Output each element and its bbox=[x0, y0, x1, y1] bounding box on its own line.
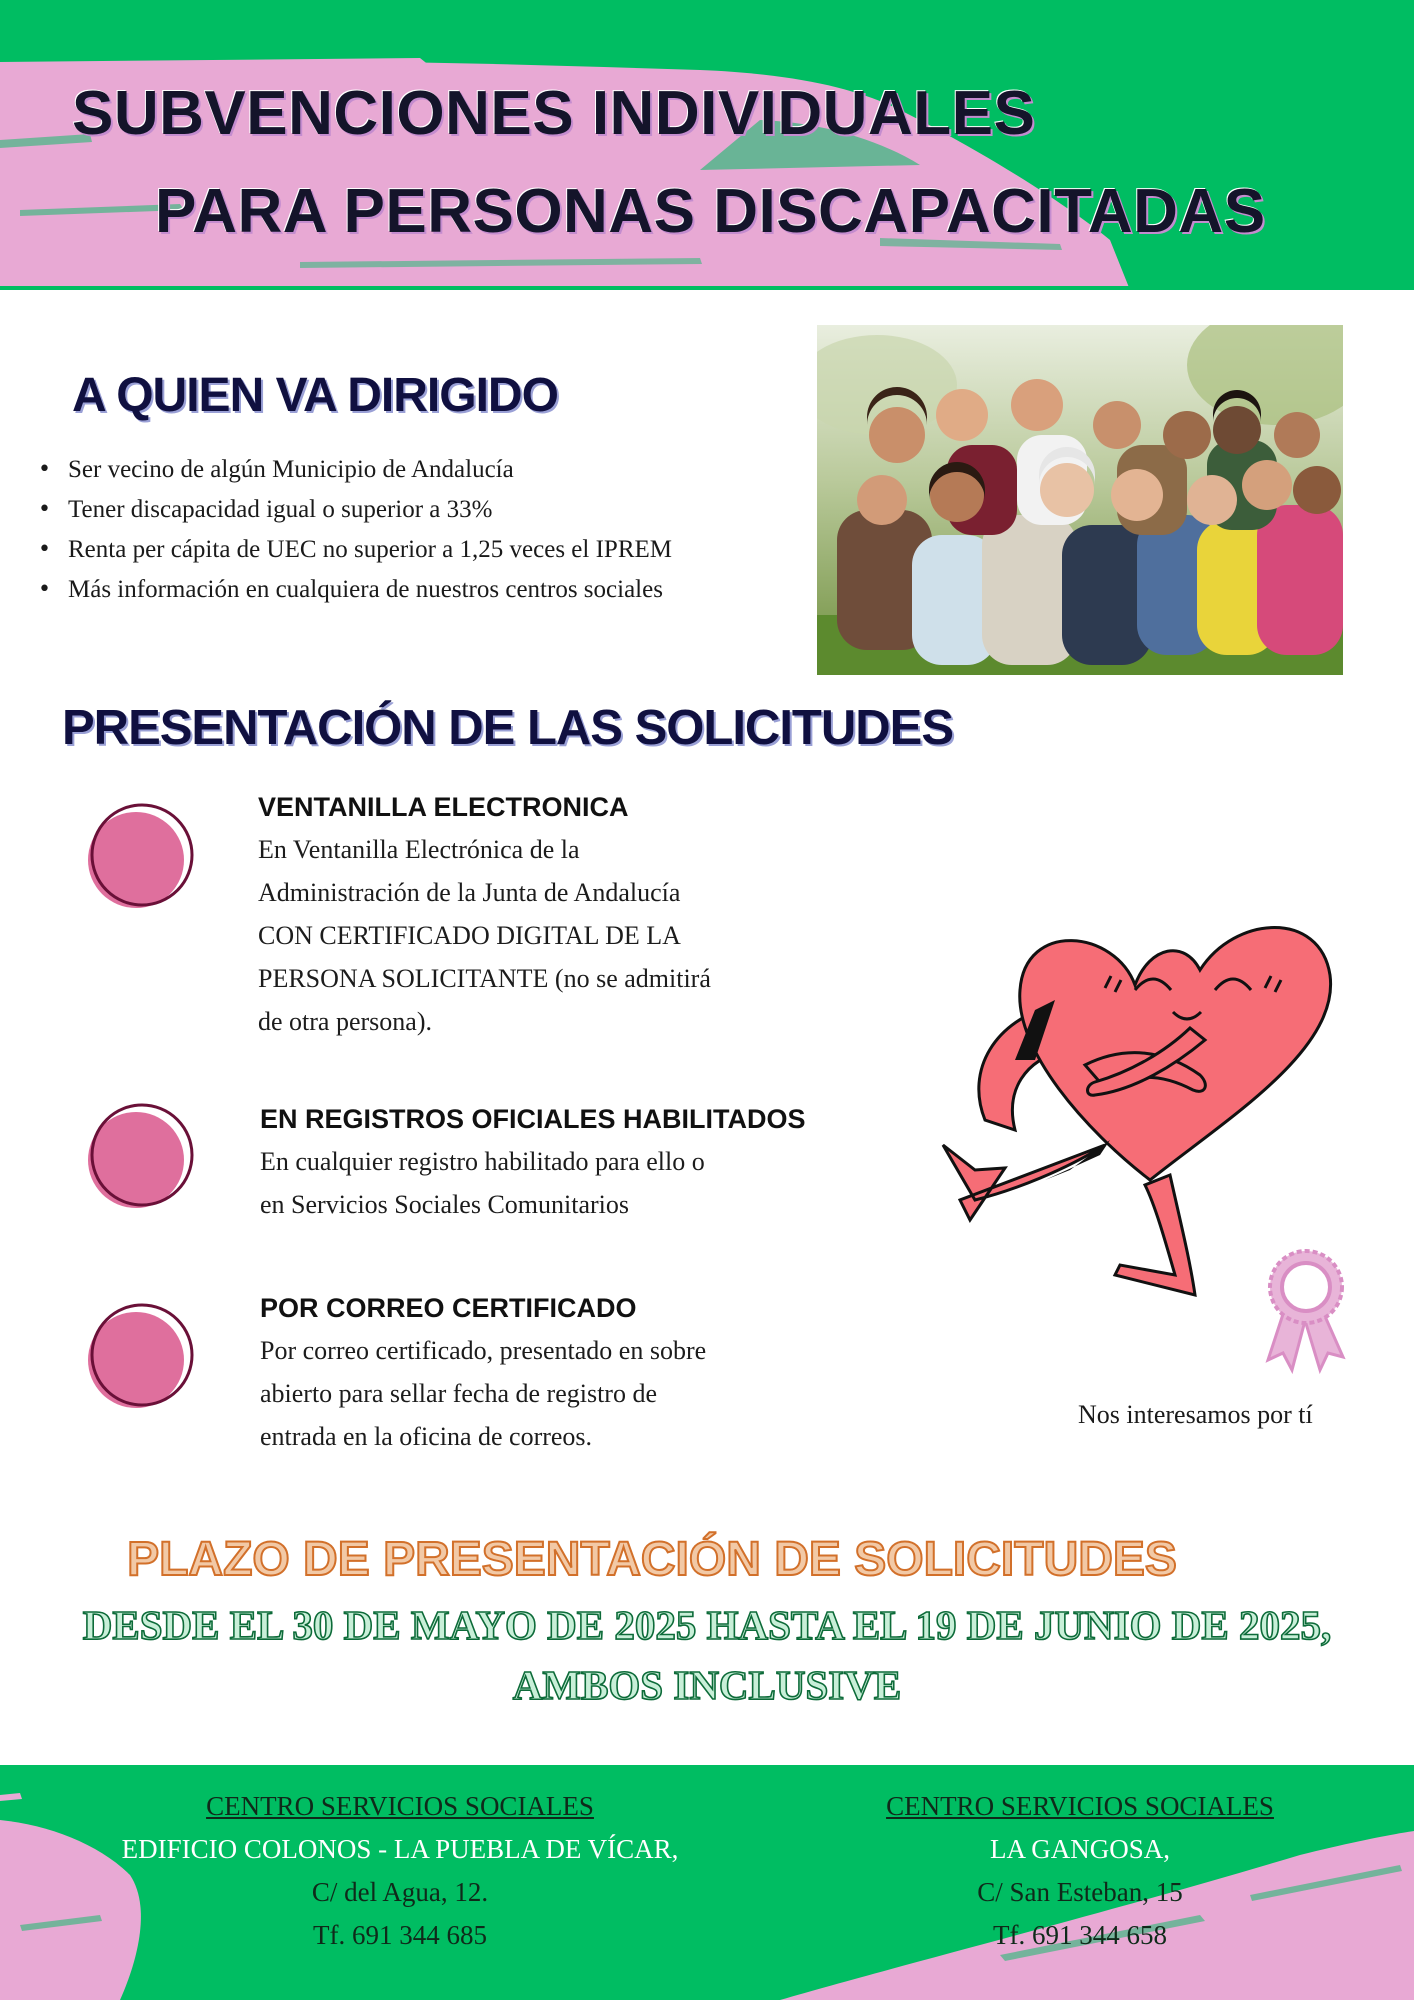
office-phone: Tf. 691 344 658 bbox=[993, 1920, 1167, 1950]
office-name: CENTRO SERVICIOS SOCIALES bbox=[206, 1791, 594, 1821]
method-text-line: CON CERTIFICADO DIGITAL DE LA bbox=[258, 921, 681, 950]
list-item: • Más información en cualquiera de nuestros centros sociales bbox=[38, 570, 798, 610]
deadline-title: PLAZO DE PRESENTACIÓN DE SOLICITUDES bbox=[127, 1533, 1177, 1586]
method-text-line: de otra persona). bbox=[258, 1007, 432, 1036]
method-text-line: En Ventanilla Electrónica de la bbox=[258, 835, 580, 864]
list-item: • Ser vecino de algún Municipio de Andalucía bbox=[38, 450, 798, 490]
eligibility-heading: A QUIEN VA DIRIGIDO bbox=[72, 369, 558, 422]
method-title-registros: EN REGISTROS OFICIALES HABILITADOS bbox=[260, 1104, 806, 1134]
method-text-line: En cualquier registro habilitado para ello o bbox=[260, 1147, 705, 1176]
award-ribbon-icon bbox=[1258, 1245, 1354, 1377]
method-text-line: Por correo certificado, presentado en sobre bbox=[260, 1336, 707, 1365]
title-line-1: SUBVENCIONES INDIVIDUALES bbox=[72, 79, 1036, 148]
bullet-circle-icon bbox=[84, 803, 196, 911]
office-building: LA GANGOSA, bbox=[989, 1834, 1170, 1864]
method-text-ventanilla bbox=[258, 828, 711, 1043]
method-text-correo bbox=[260, 1329, 706, 1458]
method-text-line: entrada en la oficina de correos. bbox=[260, 1422, 593, 1451]
list-item: • Renta per cápita de UEC no superior a 1,25 veces el IPREM bbox=[38, 530, 798, 570]
office-building: EDIFICIO COLONOS - LA PUEBLA DE VÍCAR, bbox=[121, 1834, 679, 1864]
method-title-ventanilla: VENTANILLA ELECTRONICA bbox=[258, 792, 629, 822]
method-text-registros bbox=[260, 1140, 705, 1226]
header-banner bbox=[0, 0, 1414, 290]
deadline-line-1: DESDE EL 30 DE MAYO DE 2025 HASTA EL 19 DE JUNIO DE 2025, bbox=[82, 1602, 1332, 1648]
submission-heading: PRESENTACIÓN DE LAS SOLICITUDES bbox=[62, 701, 954, 755]
eligibility-list bbox=[38, 450, 798, 610]
method-text-line: PERSONA SOLICITANTE (no se admitirá bbox=[258, 964, 711, 993]
office-gangosa bbox=[780, 1785, 1380, 1957]
method-text-line: en Servicios Sociales Comunitarios bbox=[260, 1190, 630, 1219]
title-line-2: PARA PERSONAS DISCAPACITADAS bbox=[155, 177, 1266, 246]
office-street: C/ del Agua, 12. bbox=[311, 1877, 489, 1907]
group-photo bbox=[817, 325, 1343, 675]
office-street: C/ San Esteban, 15 bbox=[977, 1877, 1183, 1907]
method-title-correo: POR CORREO CERTIFICADO bbox=[260, 1293, 637, 1323]
office-phone: Tf. 691 344 685 bbox=[313, 1920, 487, 1950]
method-text-line: abierto para sellar fecha de registro de bbox=[260, 1379, 658, 1408]
bullet-circle-icon bbox=[84, 1303, 196, 1411]
method-text-line: Administración de la Junta de Andalucía bbox=[258, 878, 681, 907]
deadline-line-2: AMBOS INCLUSIVE bbox=[512, 1662, 902, 1708]
list-item: • Tener discapacidad igual o superior a 33% bbox=[38, 490, 798, 530]
deadline-dates bbox=[0, 1595, 1414, 1715]
bullet-circle-icon bbox=[84, 1103, 196, 1211]
office-puebla bbox=[60, 1785, 740, 1957]
slogan: Nos interesamos por tí bbox=[1078, 1400, 1313, 1429]
office-name: CENTRO SERVICIOS SOCIALES bbox=[886, 1791, 1274, 1821]
footer-banner bbox=[0, 1765, 1414, 2000]
